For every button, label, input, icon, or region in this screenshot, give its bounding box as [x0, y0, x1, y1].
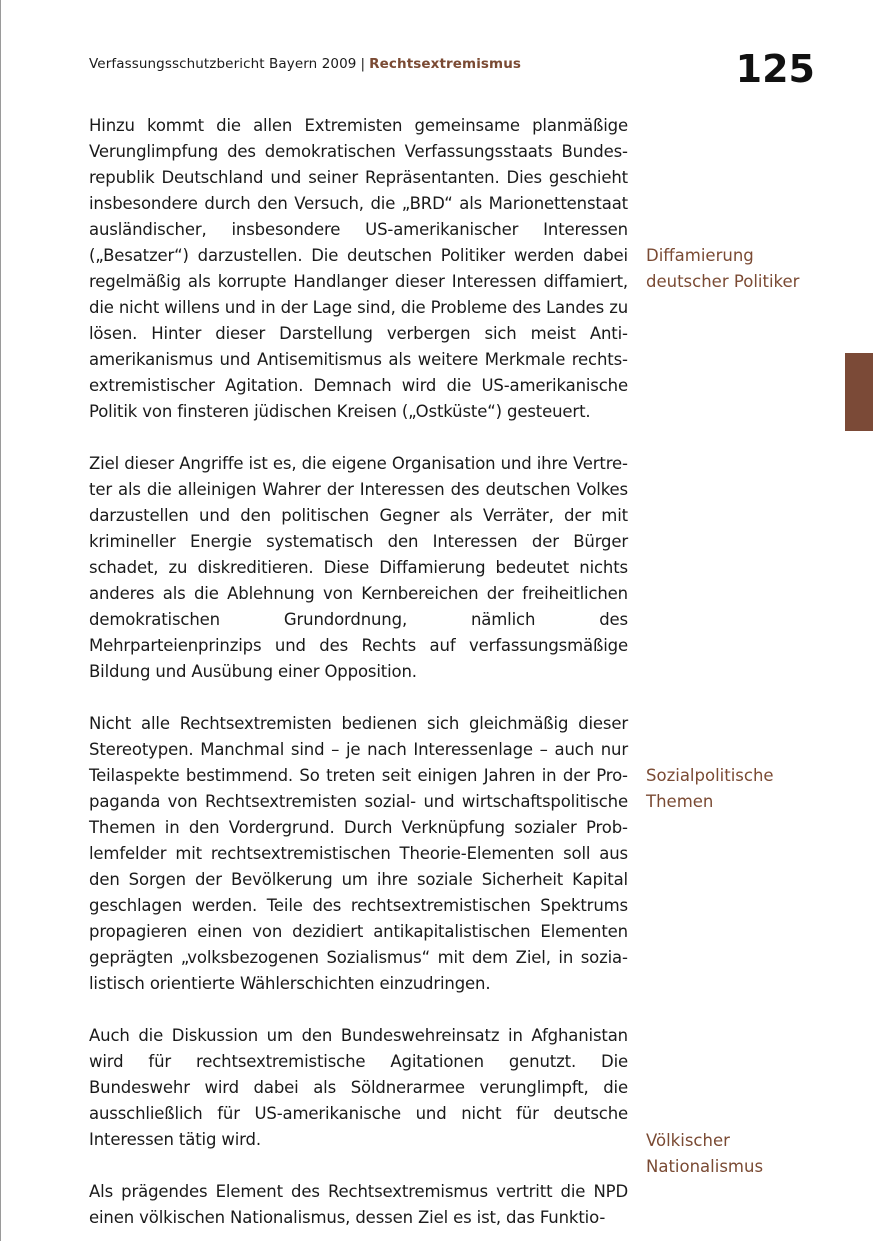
paragraph-2: Ziel dieser Angriffe ist es, die eigene Organisation und ihre Vertreter als die alleinigen Wahrer der Interessen des deutschen Volkes darzustellen und den politischen Gegner als Verräter, der mit krimineller Energie systematisch den Interessen der Bürger schadet, zu diskreditieren. Diese Diffamierung bedeutet nichts anderes als die Ablehnung von Kernbereichen der freiheitlichen demokratischen Grundordnung, nämlich des Mehrparteienprinzips und des Rechts auf verfassungsmäßige Bildung und Ausübung einer Opposition.: [89, 454, 628, 681]
paragraph-4: Auch die Diskussion um den Bundeswehreinsatz in Afghanistan wird für rechtsextremistische Agitationen genutzt. Die Bundeswehr wird dabei als Söldnerarmee verunglimpft, die ausschließlich für US-amerikanische und nicht für deutsche Interessen tätig wird.: [89, 1026, 628, 1149]
margin-note-line: Nationalismus: [646, 1157, 764, 1176]
header-separator: |: [360, 56, 366, 72]
margin-note-line: Themen: [646, 792, 714, 811]
margin-note-line: Diffamierung: [646, 246, 754, 265]
page-edge: [0, 0, 1, 1241]
margin-note-line: Völkischer: [646, 1131, 730, 1150]
section-title: Rechtsextremismus: [369, 56, 522, 72]
margin-note-voelkischer-nationalismus: [646, 1128, 763, 1180]
margin-note-diffamierung: [646, 243, 799, 295]
body-text: [89, 113, 628, 1257]
page-number: 125: [735, 47, 815, 91]
chapter-tab-marker: [845, 353, 873, 431]
publication-title: Verfassungsschutzbericht Bayern 2009: [89, 56, 357, 72]
margin-note-line: Sozialpolitische: [646, 766, 774, 785]
paragraph-5: Als prägendes Element des Rechtsextremismus vertritt die NPD einen völkischen Nationalismus, dessen Ziel es ist, das Funktio-: [89, 1182, 628, 1227]
paragraph-3: Nicht alle Rechtsextremisten bedienen sich gleichmäßig dieser Stereotypen. Manchmal sind – je nach Interessenlage – auch nur Teilaspekte bestimmend. So treten seit einigen Jahren in der Propaganda von Rechtsextremisten sozial- und wirtschaftspolitische Themen in den Vordergrund. Durch Verknüpfung sozialer Problemfelder mit rechtsextremistischen Theorie-Elementen soll aus den Sorgen der Bevölkerung um ihre soziale Sicherheit Kapital geschlagen werden. Teile des rechtsextremistischen Spektrums propagieren einen von dezidiert antikapitalistischen Elementen geprägten „volksbezogenen Sozialismus“ mit dem Ziel, in sozialistisch orientierte Wählerschichten einzudringen.: [89, 714, 628, 993]
paragraph-1: Hinzu kommt die allen Extremisten gemeinsame planmäßige Verunglimpfung des demokratischen Verfassungsstaats Bundesrepublik Deutschland und seiner Repräsentanten. Dies geschieht insbesondere durch den Versuch, die „BRD“ als Marionettenstaat ausländischer, insbesondere US-amerikanischer Interessen („Besatzer“) darzustellen. Die deutschen Politiker werden dabei regelmäßig als korrupte Handlanger dieser Interessen diffamiert, die nicht willens und in der Lage sind, die Probleme des Landes zu lösen. Hinter dieser Darstellung verbergen sich meist Antiamerikanismus und Antisemitismus als weitere Merkmale rechtsextremistischer Agitation. Demnach wird die US-amerikanische Politik von finsteren jüdischen Kreisen („Ostküste“) gesteuert.: [89, 116, 629, 421]
margin-note-line: deutscher Politiker: [646, 272, 800, 291]
running-header: [89, 56, 521, 72]
margin-note-sozialpolitische-themen: [646, 763, 774, 815]
